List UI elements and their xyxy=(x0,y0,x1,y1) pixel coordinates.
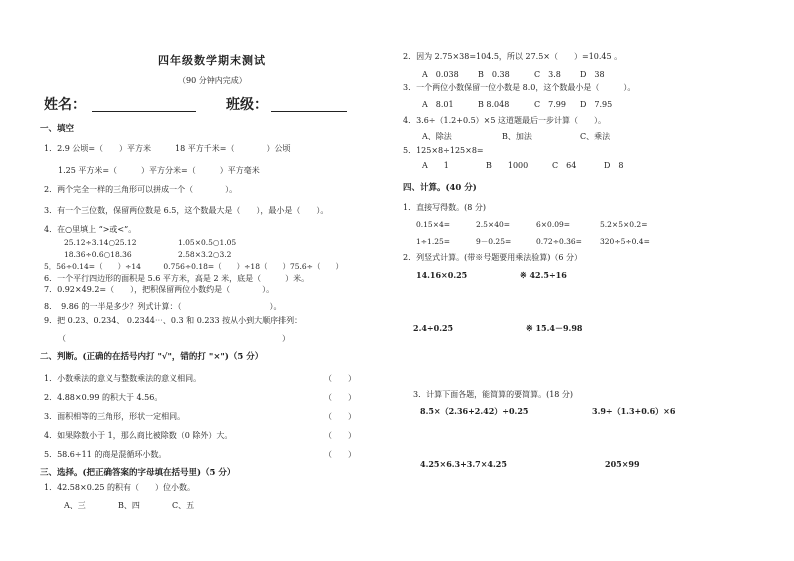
choice-q2-opt-d[interactable]: D 38 xyxy=(580,70,605,79)
mental-1: 0.15×4= xyxy=(416,220,451,229)
judge-item-1: 1．小数乘法的意义与整数乘法的意义相同。 xyxy=(44,374,202,383)
choice-q2-opt-b[interactable]: B 0.38 xyxy=(478,70,510,79)
judge-paren-5[interactable]: （ ） xyxy=(324,450,356,459)
vertical-calc-3: 2.4÷0.25 xyxy=(413,323,454,333)
q4-item-2: 1.05×0.5○1.05 xyxy=(178,238,237,247)
q6-text: 6．一个平行四边形的面积是 5.6 平方米，高是 2 米，底是（ ）米。 xyxy=(44,274,310,283)
calc-part-3-heading: 3．计算下面各题，能简算的要简算。(18 分) xyxy=(413,390,574,399)
choice-q4-opt-b[interactable]: B、加法 xyxy=(502,132,532,141)
section-4-heading: 四、计算。(40 分) xyxy=(403,183,477,193)
judge-paren-3[interactable]: （ ） xyxy=(324,412,356,421)
choice-q4-opt-a[interactable]: A、除法 xyxy=(422,132,452,141)
choice-q1-opt-c[interactable]: C、五 xyxy=(172,501,195,510)
mental-3: 6×0.09= xyxy=(536,220,571,229)
calc-part-1-heading: 1．直接写得数。(8 分) xyxy=(403,203,486,212)
judge-paren-2[interactable]: （ ） xyxy=(324,393,356,402)
judge-item-5: 5．58.6÷11 的商是混循环小数。 xyxy=(44,450,167,459)
section-3-heading: 三、选择。(把正确答案的字母填在括号里)（5 分） xyxy=(40,468,236,478)
simplify-calc-4: 205×99 xyxy=(605,459,640,469)
q9-text: 9．把 0.23、0.234、 0.2344⋯、0.3 和 0.233 按从小到大顺序排列： xyxy=(44,316,303,325)
q7-text: 7．0.92×49.2=（ ），把积保留两位小数约是（ ）。 xyxy=(44,285,275,294)
mental-2: 2.5×40= xyxy=(476,220,511,229)
q9-answer-blank[interactable]: （ ） xyxy=(58,334,290,343)
mental-4: 5.2×5×0.2= xyxy=(600,220,648,229)
section-2-heading: 二、判断。(正确的在括号内打 "√"，错的打 "×")（5 分） xyxy=(40,352,264,362)
q4-text: 4．在○里填上 “>或<”。 xyxy=(44,225,137,234)
choice-q5-opt-d[interactable]: D 8 xyxy=(604,161,624,170)
name-field-line[interactable] xyxy=(92,111,196,112)
choice-q3-opt-b[interactable]: B 8.048 xyxy=(478,100,510,109)
judge-paren-4[interactable]: （ ） xyxy=(324,431,356,440)
q1-line-a: 1．2.9 公顷=（ ）平方米 18 平方千米=（ ）公顷 xyxy=(44,144,291,153)
choice-q5-opt-c[interactable]: C 64 xyxy=(552,161,577,170)
choice-q4-text: 4．3.6÷（1.2+0.5）×5 这道题最后一步计算（ ）。 xyxy=(403,116,606,125)
choice-q3-text: 3．一个两位小数保留一位小数是 8.0，这个数最小是（ ）。 xyxy=(403,83,636,92)
calc-part-2-heading: 2．列竖式计算。(带※号题要用乘法验算)（6 分） xyxy=(403,253,582,262)
q1-line-b: 1.25 平方米=（ ）平方分米=（ ）平方毫米 xyxy=(58,166,260,175)
section-1-heading: 一、填空 xyxy=(40,124,75,134)
choice-q3-opt-c[interactable]: C 7.99 xyxy=(534,100,566,109)
judge-item-4: 4．如果除数小于 1，那么商比被除数（0 除外）大。 xyxy=(44,431,233,440)
q8-text: 8． 9.86 的一半是多少？列式计算：（ ）。 xyxy=(44,302,282,311)
mental-6: 9－0.25= xyxy=(476,237,512,246)
q5-text: 5．56÷0.14=（ ）÷14 0.756÷0.18=（ ）÷18（ ）75.6÷（ ） xyxy=(44,262,343,271)
judge-paren-1[interactable]: （ ） xyxy=(324,374,356,383)
vertical-calc-2: ※ 42.5÷16 xyxy=(520,270,567,280)
vertical-calc-4: ※ 15.4－9.98 xyxy=(526,323,583,333)
choice-q2-text: 2．因为 2.75×38=104.5，所以 27.5×（ ）=10.45 。 xyxy=(403,52,623,61)
mental-7: 0.72÷0.36= xyxy=(536,237,582,246)
choice-q1-opt-b[interactable]: B、四 xyxy=(118,501,140,510)
choice-q4-opt-c[interactable]: C、乘法 xyxy=(580,132,611,141)
q2-text: 2．两个完全一样的三角形可以拼成一个（ ）。 xyxy=(44,185,238,194)
class-field-line[interactable] xyxy=(271,111,347,112)
choice-q2-opt-a[interactable]: A 0.038 xyxy=(422,70,459,79)
simplify-calc-2: 3.9÷（1.3+0.6）×6 xyxy=(592,406,676,416)
simplify-calc-1: 8.5×（2.36+2.42）÷0.25 xyxy=(420,406,529,416)
choice-q5-opt-b[interactable]: B 1000 xyxy=(486,161,529,170)
simplify-calc-3: 4.25×6.3+3.7×4.25 xyxy=(420,459,507,469)
exam-title: 四年级数学期末测试 xyxy=(158,54,266,67)
choice-q1-opt-a[interactable]: A、三 xyxy=(64,501,86,510)
judge-item-3: 3．面积相等的三角形，形状一定相同。 xyxy=(44,412,186,421)
choice-q1-text: 1．42.58×0.25 的积有（ ）位小数。 xyxy=(44,483,196,492)
choice-q5-text: 5．125×8÷125×8= xyxy=(403,146,484,155)
vertical-calc-1: 14.16×0.25 xyxy=(416,270,468,280)
class-label: 班级： xyxy=(226,97,268,113)
choice-q3-opt-d[interactable]: D 7.95 xyxy=(580,100,613,109)
q4-item-1: 25.12÷3.14○25.12 xyxy=(64,238,137,247)
exam-subtitle: （90 分钟内完成） xyxy=(178,76,247,85)
choice-q5-opt-a[interactable]: A 1 xyxy=(422,161,449,170)
q4-item-4: 2.58×3.2○3.2 xyxy=(178,250,232,259)
choice-q3-opt-a[interactable]: A 8.01 xyxy=(422,100,454,109)
q3-text: 3．有一个三位数，保留两位数是 6.5，这个数最大是（ ），最小是（ ）。 xyxy=(44,206,329,215)
judge-item-2: 2．4.88×0.99 的积大于 4.56。 xyxy=(44,393,163,402)
mental-5: 1÷1.25= xyxy=(416,237,451,246)
q4-item-3: 18.36÷0.6○18.36 xyxy=(64,250,132,259)
mental-8: 320÷5÷0.4= xyxy=(600,237,650,246)
choice-q2-opt-c[interactable]: C 3.8 xyxy=(534,70,561,79)
name-label: 姓名： xyxy=(44,97,86,113)
